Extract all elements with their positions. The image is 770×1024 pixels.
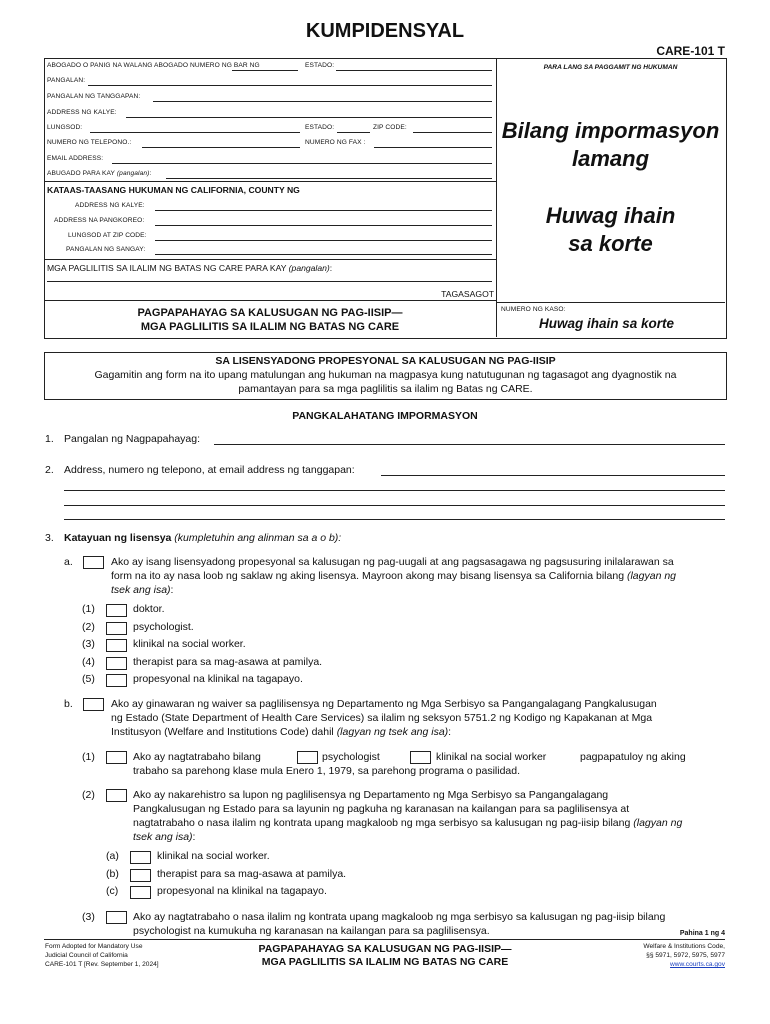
item-a-option-checkbox[interactable] bbox=[106, 604, 127, 617]
attorney-for-label: ABUGADO PARA KAY (pangalan): bbox=[47, 170, 152, 177]
item-a-option-label: klinikal na social worker. bbox=[133, 638, 246, 651]
case-number-divider bbox=[496, 302, 725, 303]
b2-line-4-colon: : bbox=[192, 831, 196, 843]
city-label: LUNGSOD: bbox=[47, 124, 83, 131]
caption-title-2: MGA PAGLILITIS SA ILALIM NG BATAS NG CARE bbox=[140, 321, 400, 333]
info-only-line-1: Bilang impormasyon bbox=[501, 118, 720, 143]
zip-line[interactable] bbox=[413, 132, 492, 133]
state-line[interactable] bbox=[336, 70, 492, 71]
court-mailing-label: ADDRESS NA PANGKOREO: bbox=[54, 217, 145, 224]
fax-label: NUMERO NG FAX : bbox=[305, 139, 366, 146]
footer-sections: §§ 5971, 5972, 5975, 5977 bbox=[646, 952, 725, 959]
b1-psychologist-checkbox[interactable] bbox=[297, 751, 318, 764]
item-b-line-3 bbox=[111, 726, 451, 738]
item-a-line-3-italic: tsek ang isa) bbox=[111, 584, 171, 596]
case-number-value: Huwag ihain sa korte bbox=[539, 316, 675, 331]
b1-rest: pagpapatuloy ng aking bbox=[580, 751, 686, 763]
b2-option-checkbox[interactable] bbox=[130, 851, 151, 864]
court-city-label: LUNGSOD AT ZIP CODE: bbox=[68, 232, 147, 239]
b2-option-checkbox[interactable] bbox=[130, 869, 151, 882]
respondent-label: TAGASAGOT bbox=[441, 289, 494, 299]
b1-social-worker-checkbox[interactable] bbox=[410, 751, 431, 764]
proceedings-label: MGA PAGLILITIS SA ILALIM NG BATAS NG CARE PARA KAY (pangalan): bbox=[47, 263, 333, 273]
caption-divider bbox=[496, 58, 497, 337]
item-a-option-label: therapist para sa mag-asawa at pamilya. bbox=[133, 655, 323, 668]
office-address-line-3[interactable] bbox=[64, 505, 725, 506]
b2-line-2: Pangkalusugan ng Estado para sa layunin ng pagkuha ng karanasan na kailangan para sa paglilisensya at bbox=[133, 803, 630, 815]
phone-label: NUMERO NG TELEPONO.: bbox=[47, 139, 132, 146]
attorney-for-line[interactable] bbox=[166, 178, 492, 179]
court-street-line[interactable] bbox=[155, 210, 492, 211]
name-line[interactable] bbox=[88, 85, 492, 86]
name-label: PANGALAN: bbox=[47, 77, 86, 84]
item-a-option-number: (3) bbox=[82, 638, 95, 651]
b3-line-1: Ako ay nagtatrabaho o nasa ilalim ng kontrata upang magkaloob ng mga serbisyo sa kalusugan ng pag-iisip bilang bbox=[133, 911, 666, 923]
title-section-divider bbox=[44, 300, 496, 301]
footer-rule bbox=[44, 939, 725, 940]
footer-code: Welfare & Institutions Code, bbox=[643, 943, 725, 950]
office-address-line-2[interactable] bbox=[64, 490, 725, 491]
item-a-line-2 bbox=[111, 570, 676, 582]
footer-council: Judicial Council of California bbox=[45, 952, 128, 959]
item-a-line-2-italic: (lagyan ng bbox=[626, 570, 677, 582]
do-not-file-line-1: Huwag ihain bbox=[545, 203, 676, 228]
intro-heading: SA LISENSYADONG PROPESYONAL SA KALUSUGAN NG PAG-IISIP bbox=[215, 355, 556, 367]
do-not-file-line-2: sa korte bbox=[568, 231, 653, 256]
b2-option-label: klinikal na social worker. bbox=[157, 850, 270, 862]
page-number: Pahina 1 ng 4 bbox=[679, 930, 725, 937]
item-a-option-checkbox[interactable] bbox=[106, 622, 127, 635]
firm-line[interactable] bbox=[153, 101, 492, 102]
item-a-option-label: propesyonal na klinikal na tagapayo. bbox=[133, 673, 303, 686]
intro-line-1: Gagamitin ang form na ito upang matulungan ang hukuman na magpasya kung natutugunan ng tagasagot ang dyagnostik na bbox=[94, 369, 677, 381]
footer-title-2: MGA PAGLILITIS SA ILALIM NG BATAS NG CARE bbox=[261, 956, 509, 968]
b2-option-number: (c) bbox=[106, 885, 119, 897]
q1-label: Pangalan ng Nagpapahayag: bbox=[64, 433, 201, 445]
item-a-line-2-text: form na ito ay nasa loob ng saklaw ng aking lisensya. Mayroon akong may bisang lisensya sa California bilang bbox=[111, 570, 625, 582]
b2-checkbox[interactable] bbox=[106, 789, 127, 802]
item-a-letter: a. bbox=[64, 556, 73, 568]
general-heading: PANGKALAHATANG IMPORMASYON bbox=[292, 410, 478, 422]
court-use-label: PARA LANG SA PAGGAMIT NG HUKUMAN bbox=[543, 64, 678, 71]
caption-title-1: PAGPAPAHAYAG SA KALUSUGAN NG PAG-IISIP— bbox=[137, 307, 403, 319]
item-a-option-checkbox[interactable] bbox=[106, 674, 127, 687]
court-section-divider bbox=[44, 259, 496, 260]
q3-label-wrap bbox=[64, 532, 341, 544]
form-number: CARE-101 T bbox=[656, 44, 725, 58]
q3-note: (kumpletuhin ang alinman sa a o b): bbox=[174, 532, 342, 544]
b2-option-checkbox[interactable] bbox=[130, 886, 151, 899]
email-line[interactable] bbox=[112, 163, 492, 164]
item-a-line-3-colon: : bbox=[170, 584, 174, 596]
q3-label: Katayuan ng lisensya bbox=[64, 532, 172, 544]
proceedings-paren: (pangalan) bbox=[288, 263, 330, 273]
city-line[interactable] bbox=[90, 132, 300, 133]
item-a-option-label: doktor. bbox=[133, 603, 165, 615]
email-label: EMAIL ADDRESS: bbox=[47, 155, 104, 162]
proceedings-line[interactable] bbox=[47, 281, 492, 282]
item-a-option-checkbox[interactable] bbox=[106, 657, 127, 670]
q3-number: 3. bbox=[45, 532, 54, 544]
court-mailing-line[interactable] bbox=[155, 225, 492, 226]
b2-line-4-italic: tsek ang isa) bbox=[133, 831, 193, 843]
b3-line-2: psychologist na kumukuha ng karanasan na kailangan para sa paglilisensya. bbox=[133, 925, 490, 937]
item-b-letter: b. bbox=[64, 698, 73, 710]
b2-option-label: propesyonal na klinikal na tagapayo. bbox=[157, 885, 327, 897]
zip-label: ZIP CODE: bbox=[373, 124, 407, 131]
b1-social-worker-label: klinikal na social worker bbox=[436, 751, 547, 763]
item-a-option-number: (1) bbox=[82, 603, 95, 615]
b3-checkbox[interactable] bbox=[106, 911, 127, 924]
b1-text: Ako ay nagtatrabaho bilang bbox=[133, 751, 261, 763]
item-b-line-2: ng Estado (State Department of Health Care Services) sa ilalim ng seksyon 5751.2 ng Kodigo ng Kapakanan at Mga bbox=[111, 712, 653, 724]
b2-option-number: (a) bbox=[106, 850, 119, 862]
footer-title-1: PAGPAPAHAYAG SA KALUSUGAN NG PAG-IISIP— bbox=[258, 943, 512, 955]
attorney-label: ABOGADO O PANIG NA WALANG ABOGADO NUMERO NG BAR NG bbox=[47, 62, 260, 69]
firm-label: PANGALAN NG TANGGAPAN: bbox=[47, 93, 141, 100]
b1-line-2: trabaho sa parehong klase mula Enero 1, 1979, sa parehong programa o pasilidad. bbox=[133, 765, 521, 777]
b1-psychologist-label: psychologist bbox=[322, 751, 380, 763]
b2-line-3-text: nagtatrabaho o nasa ilalim ng kontrata upang magkaloob ng mga serbisyo sa kalusugan ng pag-iisip bilang bbox=[133, 817, 631, 829]
item-b-line-1: Ako ay ginawaran ng waiver sa paglilisensya ng Departamento ng Mga Serbisyo sa Pangangalagang Pangkalusugan bbox=[111, 698, 657, 710]
attorney-section-divider bbox=[44, 181, 496, 182]
state2-line[interactable] bbox=[337, 132, 370, 133]
b2-line-3-italic: (lagyan ng bbox=[633, 817, 683, 829]
b2-number: (2) bbox=[82, 789, 95, 801]
office-address-line-4[interactable] bbox=[64, 519, 725, 520]
street-line[interactable] bbox=[126, 117, 492, 118]
item-a-option-number: (4) bbox=[82, 655, 95, 668]
state-label: ESTADO: bbox=[305, 62, 335, 69]
attorney-for-paren: (pangalan) bbox=[116, 170, 150, 177]
item-a-option-checkbox[interactable] bbox=[106, 639, 127, 652]
item-a-line-1: Ako ay isang lisensyadong propesyonal sa kalusugan ng pag-uugali at ang pagsasagawa ng pagsusuring inilalarawan sa bbox=[111, 556, 674, 568]
item-a-option-number: (5) bbox=[82, 673, 95, 686]
item-a-line-3 bbox=[111, 584, 173, 596]
q1-number: 1. bbox=[45, 433, 54, 445]
b2-line-4 bbox=[133, 831, 195, 843]
item-a-option-number: (2) bbox=[82, 620, 95, 633]
court-city-line[interactable] bbox=[155, 240, 492, 241]
court-branch-line[interactable] bbox=[155, 254, 492, 255]
court-title: KATAAS-TAASANG HUKUMAN NG CALIFORNIA, COUNTY NG bbox=[47, 185, 300, 195]
footer-url[interactable]: www.courts.ca.gov bbox=[670, 961, 725, 968]
intro-line-2: pamantayan para sa mga paglilitis sa ilalim ng Batas ng CARE. bbox=[238, 383, 533, 395]
q2-number: 2. bbox=[45, 464, 54, 476]
court-branch-label: PANGALAN NG SANGAY: bbox=[66, 246, 146, 253]
phone-line[interactable] bbox=[142, 147, 300, 148]
b2-line-3 bbox=[133, 817, 682, 829]
state2-label: ESTADO: bbox=[305, 124, 335, 131]
bar-number-line[interactable] bbox=[232, 70, 298, 71]
office-address-line-1[interactable] bbox=[381, 475, 725, 476]
proceedings-text: MGA PAGLILITIS SA ILALIM NG BATAS NG CARE PARA KAY bbox=[47, 263, 287, 273]
item-a-option-label: psychologist. bbox=[133, 620, 194, 633]
item-b-line-3-text: Institusyon (Welfare and Institutions Code) dahil bbox=[111, 726, 334, 738]
fax-line[interactable] bbox=[374, 147, 492, 148]
b2-option-number: (b) bbox=[106, 867, 119, 880]
item-a-checkbox[interactable] bbox=[83, 556, 104, 569]
item-b-checkbox[interactable] bbox=[83, 698, 104, 711]
b3-number: (3) bbox=[82, 911, 95, 923]
info-only-line-2: lamang bbox=[571, 146, 650, 171]
confidential-title: KUMPIDENSYAL bbox=[305, 20, 465, 42]
footer-adopted: Form Adopted for Mandatory Use bbox=[45, 943, 143, 950]
footer-rev: CARE-101 T [Rev. September 1, 2024] bbox=[45, 961, 159, 968]
court-street-label: ADDRESS NG KALYE: bbox=[75, 202, 145, 209]
b1-number: (1) bbox=[82, 751, 95, 763]
b2-option-label: therapist para sa mag-asawa at pamilya. bbox=[157, 867, 347, 880]
case-number-label: NUMERO NG KASO: bbox=[501, 306, 566, 313]
declarant-name-line[interactable] bbox=[214, 444, 725, 445]
q2-label: Address, numero ng telepono, at email address ng tanggapan: bbox=[64, 464, 355, 476]
attorney-for-text: ABUGADO PARA KAY bbox=[47, 170, 115, 177]
item-b-line-3-colon: : bbox=[448, 726, 452, 738]
b2-line-1: Ako ay nakarehistro sa lupon ng paglilisensya ng Departamento ng Mga Serbisyo sa Pangangalagang bbox=[133, 789, 609, 801]
street-label: ADDRESS NG KALYE: bbox=[47, 109, 117, 116]
b1-checkbox[interactable] bbox=[106, 751, 127, 764]
item-b-line-3-italic: (lagyan ng tsek ang isa) bbox=[336, 726, 449, 738]
